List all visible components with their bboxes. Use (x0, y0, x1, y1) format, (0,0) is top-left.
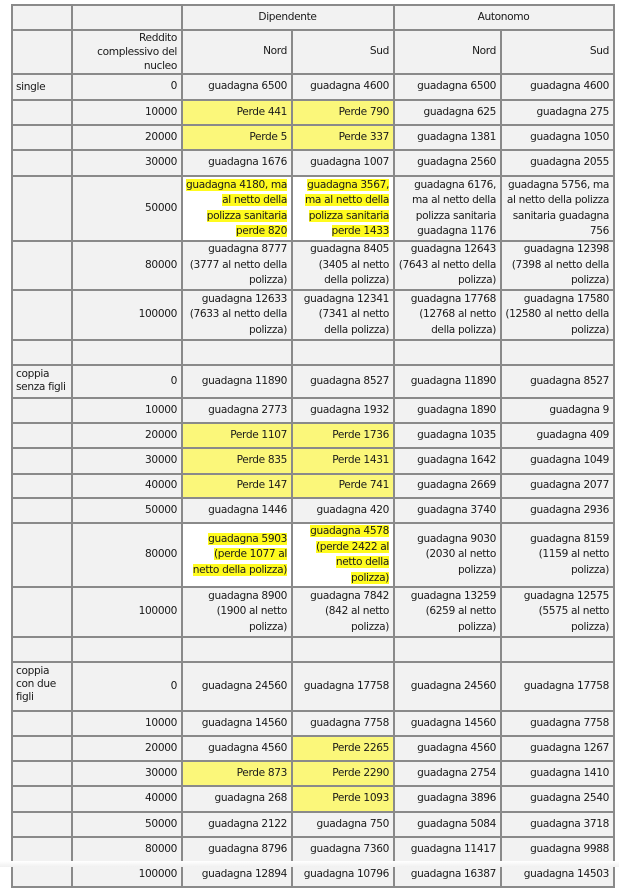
value-cell-dipendente-sud: guadagna 7360 (292, 837, 394, 862)
value-cell-dipendente-sud: guadagna 10796 (292, 862, 394, 887)
value-cell-dipendente-nord (182, 523, 292, 587)
value-cell-autonomo-nord: guadagna 4560 (394, 736, 501, 761)
empty-cell (12, 290, 72, 340)
value-cell-autonomo-nord: guadagna 3896 (394, 786, 501, 812)
value-cell-autonomo-nord: guadagna 24560 (394, 662, 501, 711)
value-cell-autonomo-nord: guadagna 6500 (394, 74, 501, 100)
value-cell-dipendente-nord: guadagna 268 (182, 786, 292, 812)
value-cell-dipendente-nord: guadagna 8796 (182, 837, 292, 862)
table-row (12, 736, 614, 761)
reddito-cell: 50000 (72, 498, 182, 523)
highlighted-text: guadagna 3567, ma al netto della polizza sanitaria perde 1433 (304, 178, 389, 237)
header-autonomo-sud: Sud (501, 30, 614, 74)
empty-cell (12, 474, 72, 498)
value-cell-autonomo-nord: guadagna 12643 (7643 al netto della polizza) (394, 241, 501, 290)
value-cell-autonomo-sud: guadagna 2077 (501, 474, 614, 498)
value-cell-dipendente-sud: guadagna 7758 (292, 711, 394, 736)
reddito-cell: 40000 (72, 474, 182, 498)
household-type-label: coppia con due figli (12, 662, 72, 711)
value-cell-autonomo-sud: guadagna 17758 (501, 662, 614, 711)
header-empty-cell (12, 5, 72, 30)
value-cell-autonomo-sud: guadagna 409 (501, 423, 614, 448)
value-cell-dipendente-nord: guadagna 1446 (182, 498, 292, 523)
table-row (12, 365, 614, 398)
reddito-cell: 100000 (72, 862, 182, 887)
header-reddito: Reddito complessivo del nucleo (72, 30, 182, 74)
value-cell-autonomo-nord: guadagna 625 (394, 100, 501, 125)
reddito-cell: 10000 (72, 398, 182, 423)
value-cell-autonomo-sud: guadagna 275 (501, 100, 614, 125)
highlighted-text: guadagna 5903 (perde 1077 al netto della polizza) (192, 532, 287, 576)
household-type-label: single (12, 74, 72, 100)
table-row (12, 474, 614, 498)
empty-cell (394, 637, 501, 662)
value-cell-dipendente-nord: guadagna 1676 (182, 150, 292, 176)
value-cell-dipendente-nord: guadagna 12894 (182, 862, 292, 887)
reddito-cell: 100000 (72, 587, 182, 637)
reddito-cell: 0 (72, 74, 182, 100)
table-row (12, 812, 614, 837)
table-row (12, 587, 614, 637)
empty-cell (12, 125, 72, 150)
value-cell-dipendente-nord: guadagna 12633 (7633 al netto della polizza) (182, 290, 292, 340)
value-cell-autonomo-sud: guadagna 12398 (7398 al netto della polizza) (501, 241, 614, 290)
empty-cell (501, 637, 614, 662)
table-row (12, 290, 614, 340)
value-cell-autonomo-sud: guadagna 1050 (501, 125, 614, 150)
table-row (12, 523, 614, 587)
value-cell-dipendente-sud: guadagna 750 (292, 812, 394, 837)
value-cell-autonomo-sud: guadagna 2936 (501, 498, 614, 523)
empty-cell (12, 398, 72, 423)
income-comparison-table (11, 4, 615, 888)
value-cell-dipendente-sud: guadagna 420 (292, 498, 394, 523)
value-cell-dipendente-nord: Perde 1107 (182, 423, 292, 448)
empty-cell (394, 340, 501, 365)
table-row (12, 662, 614, 711)
reddito-cell: 50000 (72, 176, 182, 241)
header-dipendente: Dipendente (182, 5, 394, 30)
empty-cell (12, 423, 72, 448)
header-empty-cell (12, 30, 72, 74)
value-cell-autonomo-nord: guadagna 6176, ma al netto della polizza sanitaria guadagna 1176 (394, 176, 501, 241)
reddito-cell: 40000 (72, 786, 182, 812)
header-row-groups (12, 5, 614, 30)
empty-cell (501, 340, 614, 365)
empty-cell (12, 498, 72, 523)
reddito-cell: 50000 (72, 812, 182, 837)
empty-cell (12, 100, 72, 125)
value-cell-autonomo-sud: guadagna 1267 (501, 736, 614, 761)
reddito-cell: 80000 (72, 523, 182, 587)
value-cell-autonomo-sud: guadagna 4600 (501, 74, 614, 100)
value-cell-autonomo-sud: guadagna 1049 (501, 448, 614, 474)
value-cell-autonomo-nord: guadagna 5084 (394, 812, 501, 837)
value-cell-dipendente-sud: guadagna 7842 (842 al netto polizza) (292, 587, 394, 637)
value-cell-autonomo-sud: guadagna 14503 (501, 862, 614, 887)
value-cell-dipendente-nord: guadagna 2122 (182, 812, 292, 837)
header-empty-cell (72, 5, 182, 30)
reddito-cell: 30000 (72, 761, 182, 786)
value-cell-autonomo-nord: guadagna 14560 (394, 711, 501, 736)
table-row (12, 176, 614, 241)
value-cell-autonomo-sud: guadagna 1410 (501, 761, 614, 786)
value-cell-autonomo-nord: guadagna 11890 (394, 365, 501, 398)
reddito-cell: 10000 (72, 100, 182, 125)
value-cell-dipendente-sud (292, 523, 394, 587)
value-cell-dipendente-sud: guadagna 1932 (292, 398, 394, 423)
value-cell-autonomo-nord: guadagna 2560 (394, 150, 501, 176)
value-cell-dipendente-sud: Perde 2265 (292, 736, 394, 761)
reddito-cell: 80000 (72, 241, 182, 290)
empty-cell (72, 340, 182, 365)
value-cell-dipendente-nord (182, 176, 292, 241)
table-row (12, 711, 614, 736)
empty-cell (182, 637, 292, 662)
value-cell-autonomo-nord: guadagna 1890 (394, 398, 501, 423)
value-cell-dipendente-nord: guadagna 24560 (182, 662, 292, 711)
empty-cell (12, 637, 72, 662)
table-row (12, 125, 614, 150)
value-cell-dipendente-sud: guadagna 8405 (3405 al netto della polizza) (292, 241, 394, 290)
empty-cell (12, 587, 72, 637)
value-cell-autonomo-sud: guadagna 8159 (1159 al netto polizza) (501, 523, 614, 587)
value-cell-autonomo-sud: guadagna 3718 (501, 812, 614, 837)
header-row-columns (12, 30, 614, 74)
value-cell-dipendente-nord: Perde 873 (182, 761, 292, 786)
value-cell-dipendente-sud: guadagna 12341 (7341 al netto della polizza) (292, 290, 394, 340)
value-cell-autonomo-nord: guadagna 2669 (394, 474, 501, 498)
value-cell-autonomo-nord: guadagna 2754 (394, 761, 501, 786)
reddito-cell: 0 (72, 662, 182, 711)
table-row (12, 398, 614, 423)
value-cell-dipendente-sud: Perde 1431 (292, 448, 394, 474)
value-cell-dipendente-sud: guadagna 4600 (292, 74, 394, 100)
empty-cell (12, 523, 72, 587)
table-row (12, 837, 614, 862)
empty-cell (182, 340, 292, 365)
value-cell-autonomo-sud: guadagna 8527 (501, 365, 614, 398)
value-cell-dipendente-sud: guadagna 1007 (292, 150, 394, 176)
reddito-cell: 20000 (72, 125, 182, 150)
value-cell-dipendente-nord: guadagna 8900 (1900 al netto polizza) (182, 587, 292, 637)
value-cell-autonomo-sud: guadagna 2540 (501, 786, 614, 812)
reddito-cell: 30000 (72, 448, 182, 474)
empty-cell (12, 448, 72, 474)
empty-cell (12, 837, 72, 862)
value-cell-autonomo-sud: guadagna 2055 (501, 150, 614, 176)
value-cell-autonomo-nord: guadagna 1035 (394, 423, 501, 448)
reddito-cell: 20000 (72, 423, 182, 448)
highlighted-text: guadagna 4578 (perde 2422 al netto della polizza) (310, 525, 389, 584)
value-cell-dipendente-nord: guadagna 14560 (182, 711, 292, 736)
reddito-cell: 0 (72, 365, 182, 398)
highlighted-text: guadagna 4180, ma al netto della polizza sanitaria perde 820 (186, 178, 288, 237)
empty-cell (12, 711, 72, 736)
value-cell-autonomo-nord: guadagna 1642 (394, 448, 501, 474)
value-cell-dipendente-nord: Perde 441 (182, 100, 292, 125)
value-cell-autonomo-sud: guadagna 12575 (5575 al netto polizza) (501, 587, 614, 637)
empty-cell (12, 761, 72, 786)
table-row (12, 786, 614, 812)
value-cell-dipendente-nord: Perde 5 (182, 125, 292, 150)
value-cell-dipendente-nord: Perde 147 (182, 474, 292, 498)
reddito-cell: 20000 (72, 736, 182, 761)
empty-cell (12, 150, 72, 176)
value-cell-dipendente-sud: Perde 1093 (292, 786, 394, 812)
empty-cell (292, 340, 394, 365)
value-cell-dipendente-sud: Perde 1736 (292, 423, 394, 448)
empty-cell (72, 637, 182, 662)
reddito-cell: 30000 (72, 150, 182, 176)
table-row (12, 498, 614, 523)
table-row (12, 74, 614, 100)
value-cell-dipendente-sud: Perde 741 (292, 474, 394, 498)
table-row (12, 761, 614, 786)
value-cell-autonomo-nord: guadagna 13259 (6259 al netto polizza) (394, 587, 501, 637)
value-cell-dipendente-sud: Perde 2290 (292, 761, 394, 786)
value-cell-dipendente-sud: guadagna 8527 (292, 365, 394, 398)
header-autonomo: Autonomo (394, 5, 614, 30)
value-cell-dipendente-sud: Perde 337 (292, 125, 394, 150)
empty-cell (12, 736, 72, 761)
header-dipendente-nord: Nord (182, 30, 292, 74)
reddito-cell: 10000 (72, 711, 182, 736)
value-cell-dipendente-sud: guadagna 17758 (292, 662, 394, 711)
empty-cell (12, 786, 72, 812)
header-dipendente-sud: Sud (292, 30, 394, 74)
value-cell-dipendente-nord: guadagna 8777 (3777 al netto della polizza) (182, 241, 292, 290)
table-row (12, 150, 614, 176)
value-cell-dipendente-nord: guadagna 4560 (182, 736, 292, 761)
value-cell-autonomo-nord: guadagna 17768 (12768 al netto della polizza) (394, 290, 501, 340)
value-cell-autonomo-sud: guadagna 5756, ma al netto della polizza sanitaria guadagna 756 (501, 176, 614, 241)
reddito-cell: 80000 (72, 837, 182, 862)
household-type-label: coppia senza figli (12, 365, 72, 398)
table-row (12, 241, 614, 290)
spacer-row (12, 637, 614, 662)
value-cell-dipendente-sud (292, 176, 394, 241)
value-cell-autonomo-nord: guadagna 9030 (2030 al netto polizza) (394, 523, 501, 587)
empty-cell (12, 340, 72, 365)
empty-cell (12, 812, 72, 837)
value-cell-autonomo-nord: guadagna 3740 (394, 498, 501, 523)
spacer-row (12, 340, 614, 365)
header-autonomo-nord: Nord (394, 30, 501, 74)
value-cell-dipendente-nord: guadagna 2773 (182, 398, 292, 423)
table-body (12, 5, 614, 887)
bottom-fade (0, 861, 619, 867)
value-cell-autonomo-nord: guadagna 16387 (394, 862, 501, 887)
value-cell-autonomo-nord: guadagna 1381 (394, 125, 501, 150)
value-cell-autonomo-sud: guadagna 7758 (501, 711, 614, 736)
value-cell-dipendente-nord: Perde 835 (182, 448, 292, 474)
table-row (12, 100, 614, 125)
value-cell-autonomo-sud: guadagna 9 (501, 398, 614, 423)
value-cell-dipendente-nord: guadagna 6500 (182, 74, 292, 100)
reddito-cell: 100000 (72, 290, 182, 340)
empty-cell (12, 241, 72, 290)
value-cell-dipendente-nord: guadagna 11890 (182, 365, 292, 398)
value-cell-autonomo-sud: guadagna 9988 (501, 837, 614, 862)
value-cell-dipendente-sud: Perde 790 (292, 100, 394, 125)
table-row (12, 423, 614, 448)
value-cell-autonomo-nord: guadagna 11417 (394, 837, 501, 862)
table-row (12, 448, 614, 474)
empty-cell (292, 637, 394, 662)
empty-cell (12, 176, 72, 241)
value-cell-autonomo-sud: guadagna 17580 (12580 al netto della polizza) (501, 290, 614, 340)
